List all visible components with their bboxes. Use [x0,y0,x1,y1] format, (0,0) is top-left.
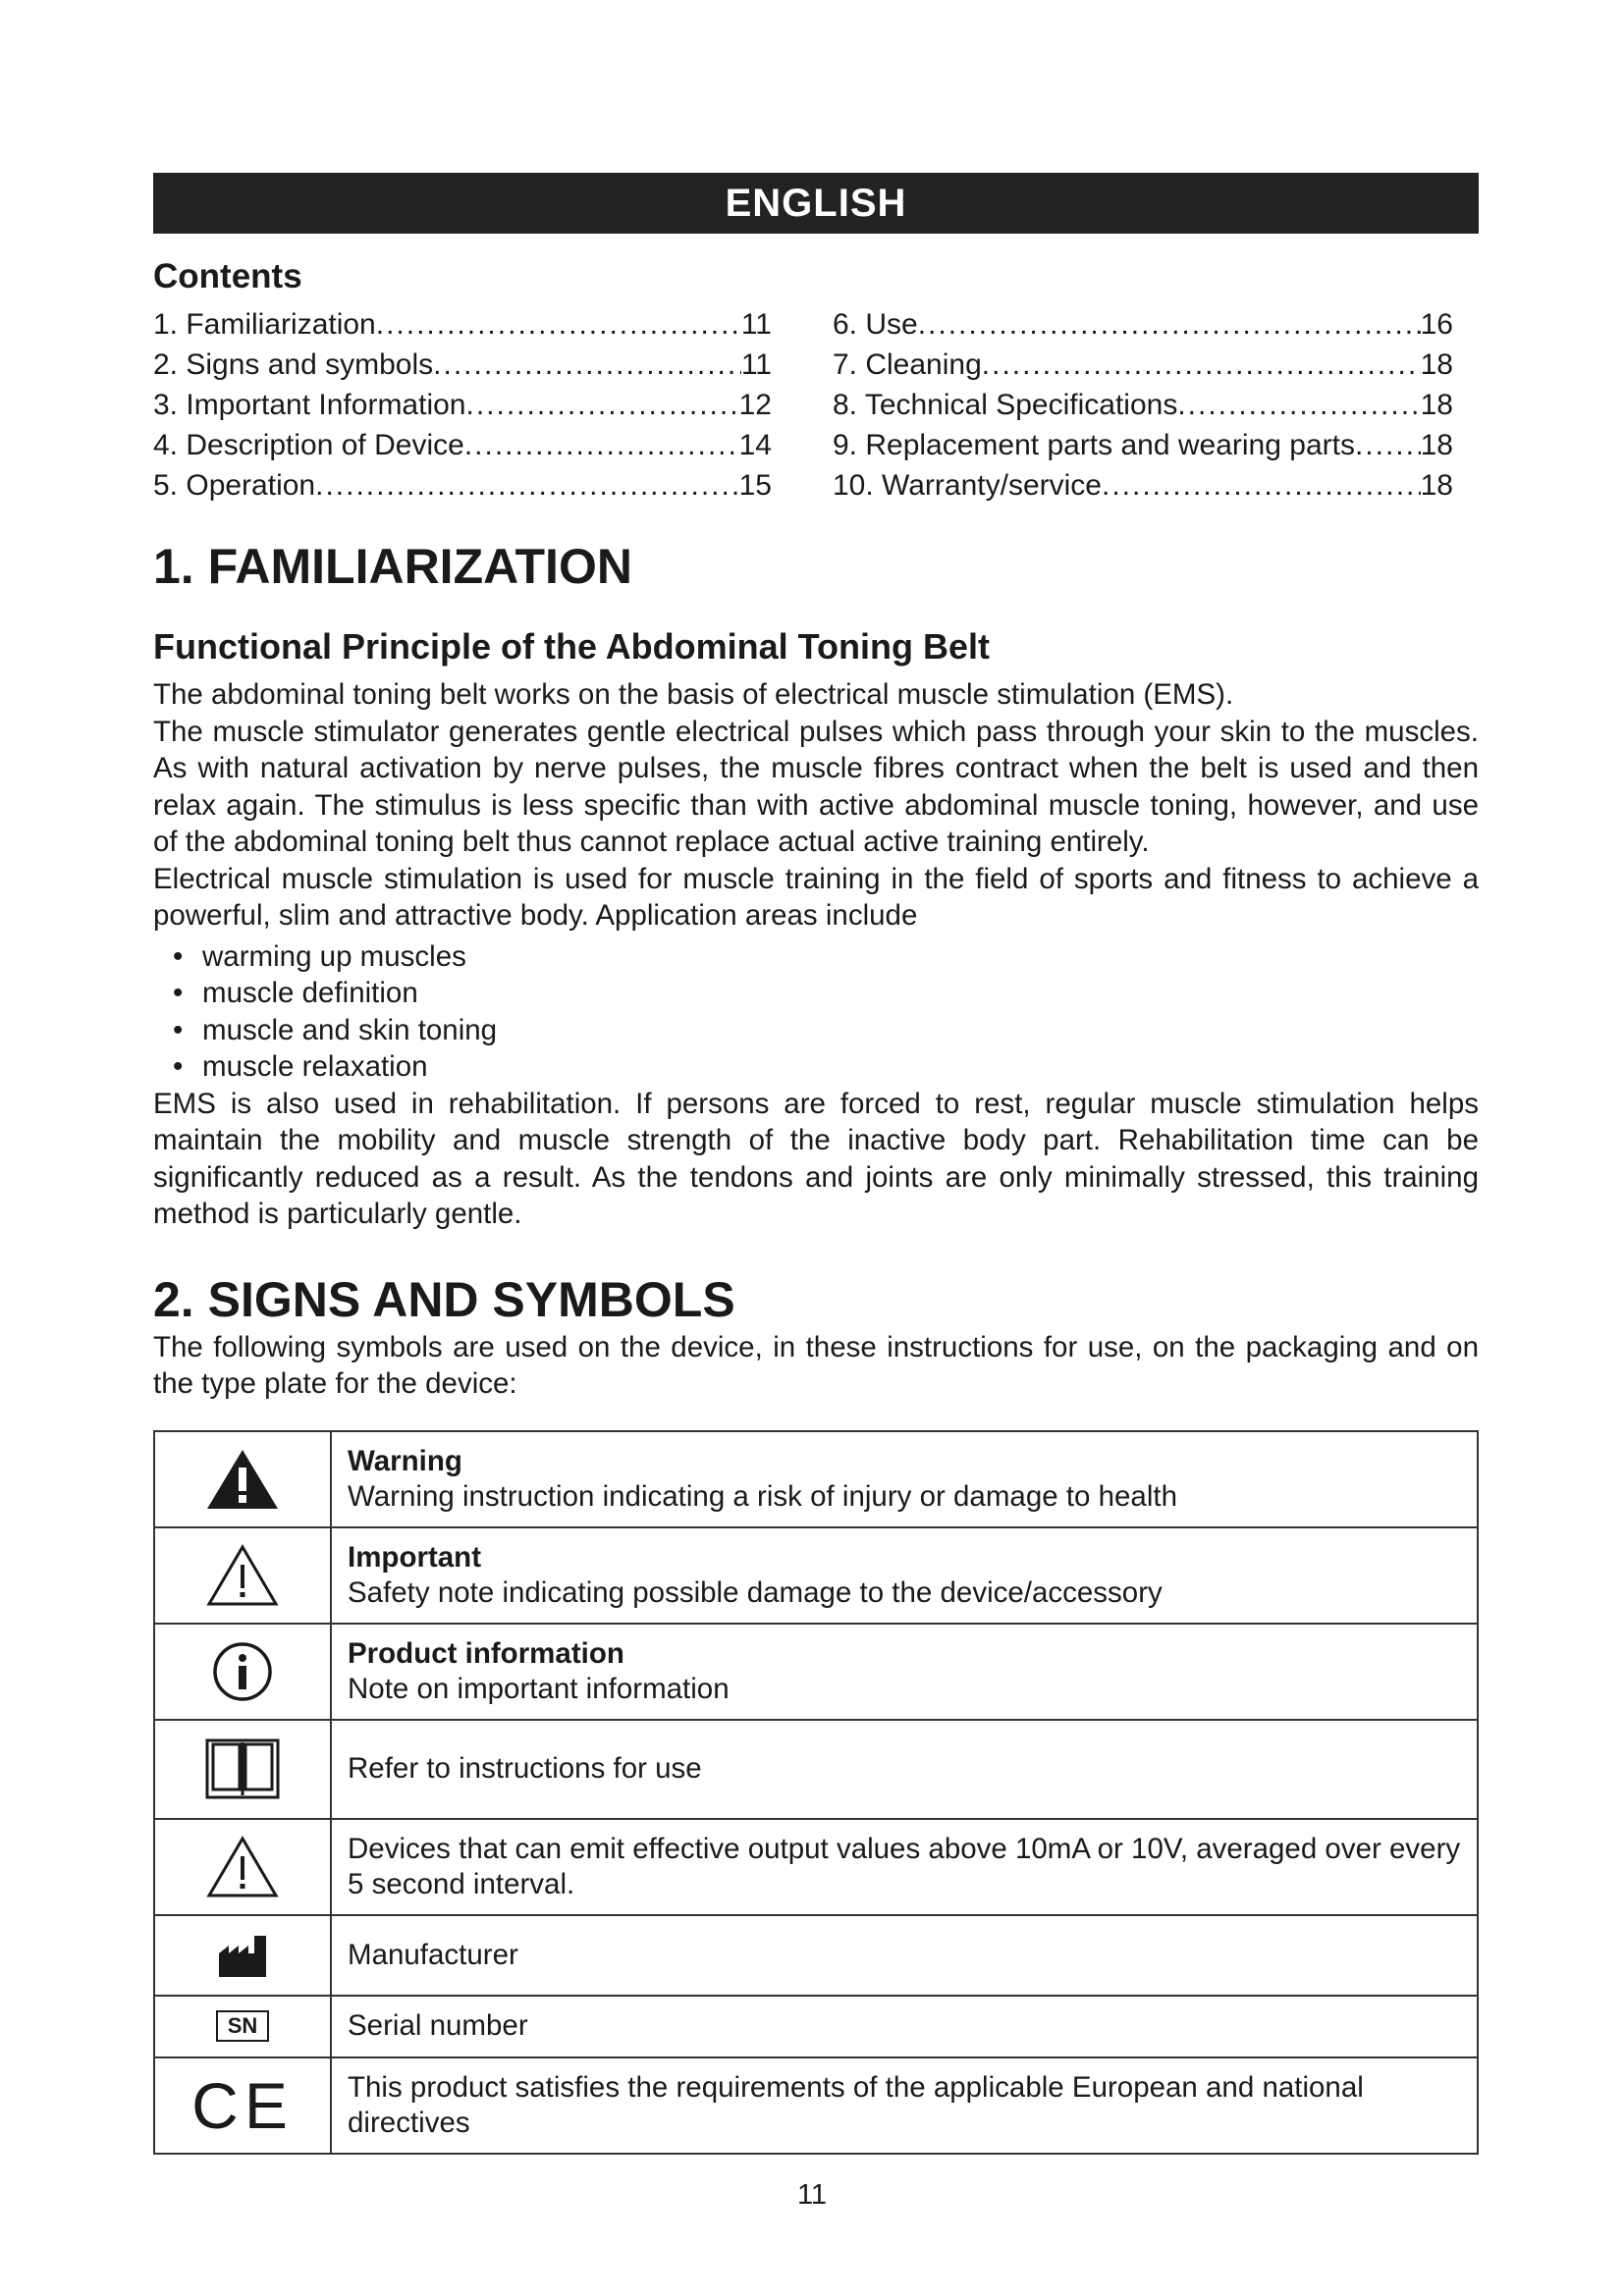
toc-entry-page: 11 [740,348,772,381]
symbol-cell [154,1819,331,1915]
symbol-cell [154,1996,331,2057]
symbol-text: Devices that can emit effective output values above 10mA or 10V, averaged over every 5 second interval. [348,1832,1461,1900]
symbol-description-cell [331,1819,1478,1915]
toc-dot-leader [1355,425,1421,465]
toc-entry-label: 7. Cleaning [833,348,982,381]
toc-column-right [833,304,1453,506]
symbol-description-cell [331,1431,1478,1527]
table-row [154,1996,1478,2057]
language-label: ENGLISH [725,181,907,225]
symbol-text: Note on important information [348,1672,730,1705]
symbol-description-cell [331,1624,1478,1720]
toc-entry-label: 10. Warranty/service [833,469,1102,502]
bullet: • [173,1050,184,1083]
toc-entry[interactable] [833,304,1453,345]
ce-mark-icon [191,2068,294,2142]
symbol-text: Refer to instructions for use [348,1752,702,1785]
symbol-description-cell [331,2057,1478,2154]
table-row [154,1624,1478,1720]
list-item [173,938,1479,976]
toc-entry-label: 8. Technical Specifications [833,389,1178,421]
toc-entry-page: 16 [1420,308,1453,341]
paragraph: EMS is also used in rehabilitation. If persons are forced to rest, regular muscle stimulation helps maintain the mobility and muscle strength of the inactive body part. Rehabilitation time can be significantly reduced as a result. As the tendons and joints are only minimally stressed, this training method is particularly gentle. [153,1087,1479,1230]
toc-entry[interactable] [153,385,772,425]
symbol-title: Product information [348,1636,624,1670]
paragraph: The abdominal toning belt works on the basis of electrical muscle stimulation (EMS). [153,678,1234,711]
toc-dot-leader [918,304,1421,345]
familiarization-heading: 1. FAMILIARIZATION [153,539,632,594]
list-item-text: muscle relaxation [202,1050,428,1083]
table-row [154,1431,1478,1527]
symbol-description-cell [331,1915,1478,1996]
toc-entry-page: 18 [1420,429,1453,461]
toc-dot-leader [1102,465,1421,506]
toc-entry-page: 15 [738,469,772,502]
toc-entry[interactable] [153,304,772,345]
toc-entry-page: 18 [1420,469,1453,502]
paragraph: The muscle stimulator generates gentle electrical pulses which pass through your skin to the muscles. As with natural activation by nerve pulses, the muscle fibres contract when the belt is used and then relax again. The stimulus is less specific than with active abdominal muscle toning, however, and use of the abdominal toning belt thus cannot replace actual active training entirely. [153,715,1479,858]
table-row [154,2057,1478,2154]
list-item-text: warming up muscles [202,939,466,973]
symbol-description-cell [331,1996,1478,2057]
toc-entry[interactable] [833,425,1453,465]
toc-entry-label: 4. Description of Device [153,429,464,461]
symbol-title: Important [348,1540,482,1574]
contents-title: Contents [153,257,302,295]
list-item [173,975,1479,1012]
info-icon [211,1640,274,1703]
toc-dot-leader [466,385,739,425]
toc-entry-label: 9. Replacement parts and wearing parts [833,429,1355,461]
symbol-cell [154,1527,331,1624]
instructions-book-icon [201,1735,284,1803]
list-item-text: muscle definition [202,977,418,1009]
toc-dot-leader [376,304,741,345]
symbol-text: Serial number [348,2009,528,2042]
toc-entry[interactable] [833,385,1453,425]
toc-column-left [153,304,772,506]
table-row [154,1527,1478,1624]
serial-number-icon [216,2010,270,2042]
warning-filled-icon [203,1446,282,1513]
symbol-cell [154,1624,331,1720]
toc-entry-page: 18 [1420,348,1453,381]
manufacturer-icon [215,1932,270,1979]
toc-entry-page: 11 [740,308,772,341]
table-of-contents [153,304,1479,506]
toc-entry-page: 12 [738,389,772,421]
list-item [173,1048,1479,1086]
toc-dot-leader [1177,385,1420,425]
table-row [154,1720,1478,1819]
bullet: • [173,939,184,973]
signs-intro-paragraph: The following symbols are used on the device, in these instructions for use, on the packaging and on the type plate for the device: [153,1330,1479,1400]
toc-entry[interactable] [153,345,772,385]
toc-entry-page: 14 [738,429,772,461]
document-page [153,173,1479,2155]
application-areas-list [153,938,1479,1086]
toc-entry[interactable] [833,345,1453,385]
important-outline-icon [205,1543,280,1608]
toc-entry-label: 6. Use [833,308,918,341]
toc-dot-leader [982,345,1421,385]
toc-dot-leader [433,345,741,385]
functional-principle-subheading: Functional Principle of the Abdominal Toning Belt [153,626,990,667]
symbol-cell [154,2057,331,2154]
bullet: • [173,977,184,1009]
symbol-title: Warning [348,1444,462,1477]
symbols-table [153,1430,1479,2155]
toc-dot-leader [464,425,739,465]
symbol-cell [154,1720,331,1819]
symbol-cell [154,1431,331,1527]
signs-symbols-heading: 2. SIGNS AND SYMBOLS [153,1271,735,1327]
symbol-description-cell [331,1527,1478,1624]
toc-entry[interactable] [153,425,772,465]
bullet: • [173,1013,184,1046]
symbol-text: Manufacturer [348,1938,518,1971]
toc-entry-label: 5. Operation [153,469,316,502]
list-item-text: muscle and skin toning [202,1013,498,1046]
language-banner [153,173,1479,234]
serial-number-icon-text: SN [227,2013,258,2038]
symbol-text: Safety note indicating possible damage to the device/accessory [348,1575,1163,1609]
list-item [173,1012,1479,1049]
symbol-text: Warning instruction indicating a risk of injury or damage to health [348,1479,1177,1513]
toc-entry-label: 1. Familiarization [153,308,376,341]
ce-mark-icon-text: CE [191,2068,294,2142]
table-row [154,1819,1478,1915]
symbol-text: This product satisfies the requirements of the applicable European and national directives [348,2070,1364,2139]
toc-entry-label: 2. Signs and symbols [153,348,434,381]
toc-entry-label: 3. Important Information [153,389,466,421]
paragraph: Electrical muscle stimulation is used for muscle training in the field of sports and fitness to achieve a powerful, slim and attractive body. Application areas include [153,862,1479,932]
toc-entry[interactable] [833,465,1453,506]
output-warning-icon [205,1835,280,1899]
toc-entry[interactable] [153,465,772,506]
symbol-description-cell [331,1720,1478,1819]
table-row [154,1915,1478,1996]
symbol-cell [154,1915,331,1996]
page-number: 11 [796,2179,828,2211]
toc-dot-leader [315,465,739,506]
toc-entry-page: 18 [1420,389,1453,421]
